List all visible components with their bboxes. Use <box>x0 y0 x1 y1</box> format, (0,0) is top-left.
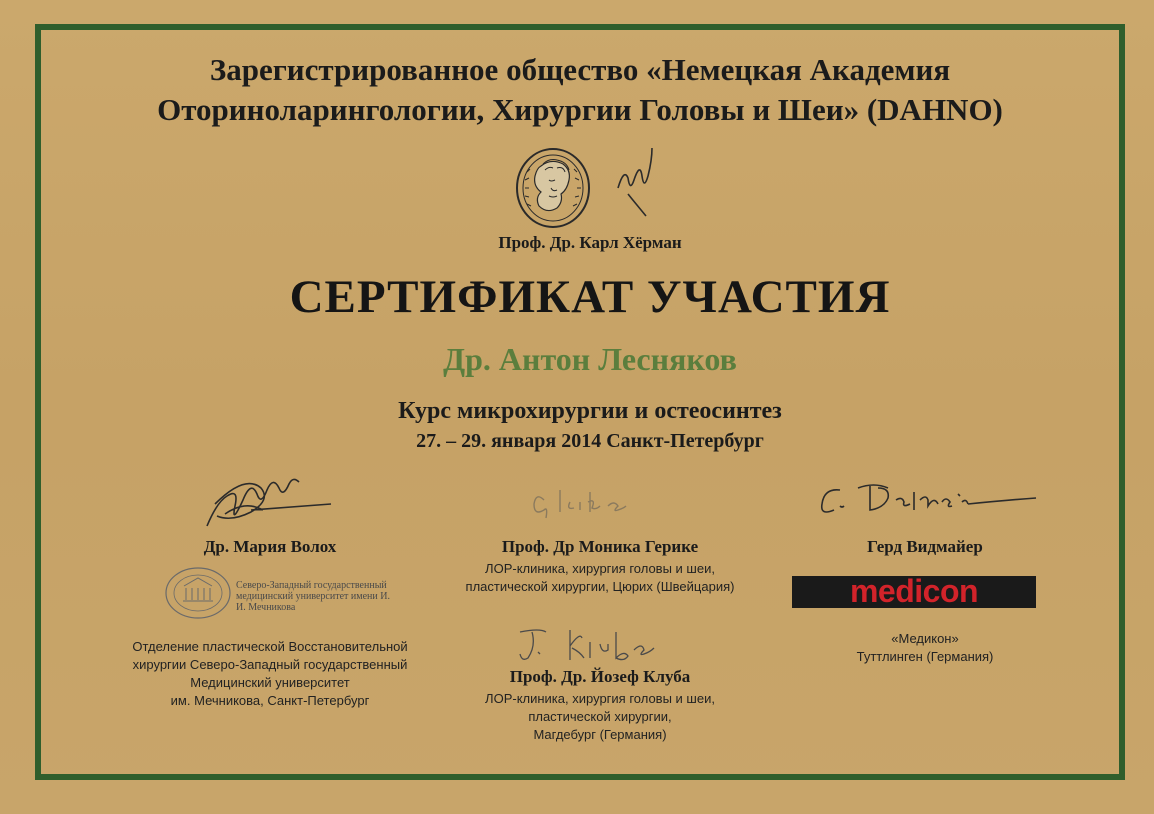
volokh-desc-line: Отделение пластической Восстановительной <box>132 639 408 654</box>
participant-name: Др. Антон Лесняков <box>443 341 737 377</box>
medicon-company: «Медикон» <box>891 631 959 646</box>
kluba-description <box>420 690 780 744</box>
organization-title-line2: Оториноларингологии, Хирургии Головы и Шеи» (DAHNO) <box>157 92 1003 127</box>
organization-title-line1: Зарегистрированное общество «Немецкая Академия <box>209 52 951 87</box>
course-name: Курс микрохирургии и остеосинтез <box>398 398 782 424</box>
volokh-desc-line: хирургии Северо-Западный государственный <box>132 657 408 672</box>
university-seal-text: Северо-Западный государственный медицинский университет имени И. И. Мечникова <box>236 580 390 613</box>
volokh-description <box>100 638 440 710</box>
volokh-signature <box>195 474 340 534</box>
university-seal-icon <box>164 566 234 620</box>
kluba-desc-line: пластической хирургии, <box>528 709 672 724</box>
medicon-location: Туттлинген (Германия) <box>856 649 994 664</box>
kluba-signature <box>510 622 670 666</box>
volokh-desc-line: Медицинский университет <box>190 675 350 690</box>
president-name: Проф. Др. Карл Хёрман <box>498 233 682 252</box>
gerike-signature <box>530 480 660 520</box>
medicon-logo-text: medicon <box>849 578 979 606</box>
organization-title <box>60 50 1100 130</box>
widmaier-description <box>800 630 1050 666</box>
kluba-desc-line: Магдебург (Германия) <box>533 727 667 742</box>
widmaier-name: Герд Видмайер <box>867 537 983 556</box>
widmaier-signature <box>818 476 1038 520</box>
medicon-wordmark <box>796 578 1032 606</box>
academy-medal-seal-icon <box>513 142 599 232</box>
gerike-desc-line: пластической хирургии, Цюрих (Швейцария) <box>465 579 735 594</box>
volokh-desc-line: им. Мечникова, Санкт-Петербург <box>170 693 370 708</box>
gerike-name: Проф. Др Моника Герике <box>501 537 699 556</box>
course-dates: 27. – 29. января 2014 Санкт-Петербург <box>416 430 764 452</box>
medicon-logo <box>792 576 1036 608</box>
gerike-desc-line: ЛОР-клиника, хирургия головы и шеи, <box>485 561 715 576</box>
kluba-name: Проф. Др. Йозеф Клуба <box>509 667 691 686</box>
volokh-name: Др. Мария Волох <box>203 537 337 556</box>
gerike-description <box>420 560 780 596</box>
certificate-title: СЕРТИФИКАТ УЧАСТИЯ <box>289 271 891 323</box>
kluba-desc-line: ЛОР-клиника, хирургия головы и шеи, <box>485 691 715 706</box>
president-signature <box>608 148 668 218</box>
